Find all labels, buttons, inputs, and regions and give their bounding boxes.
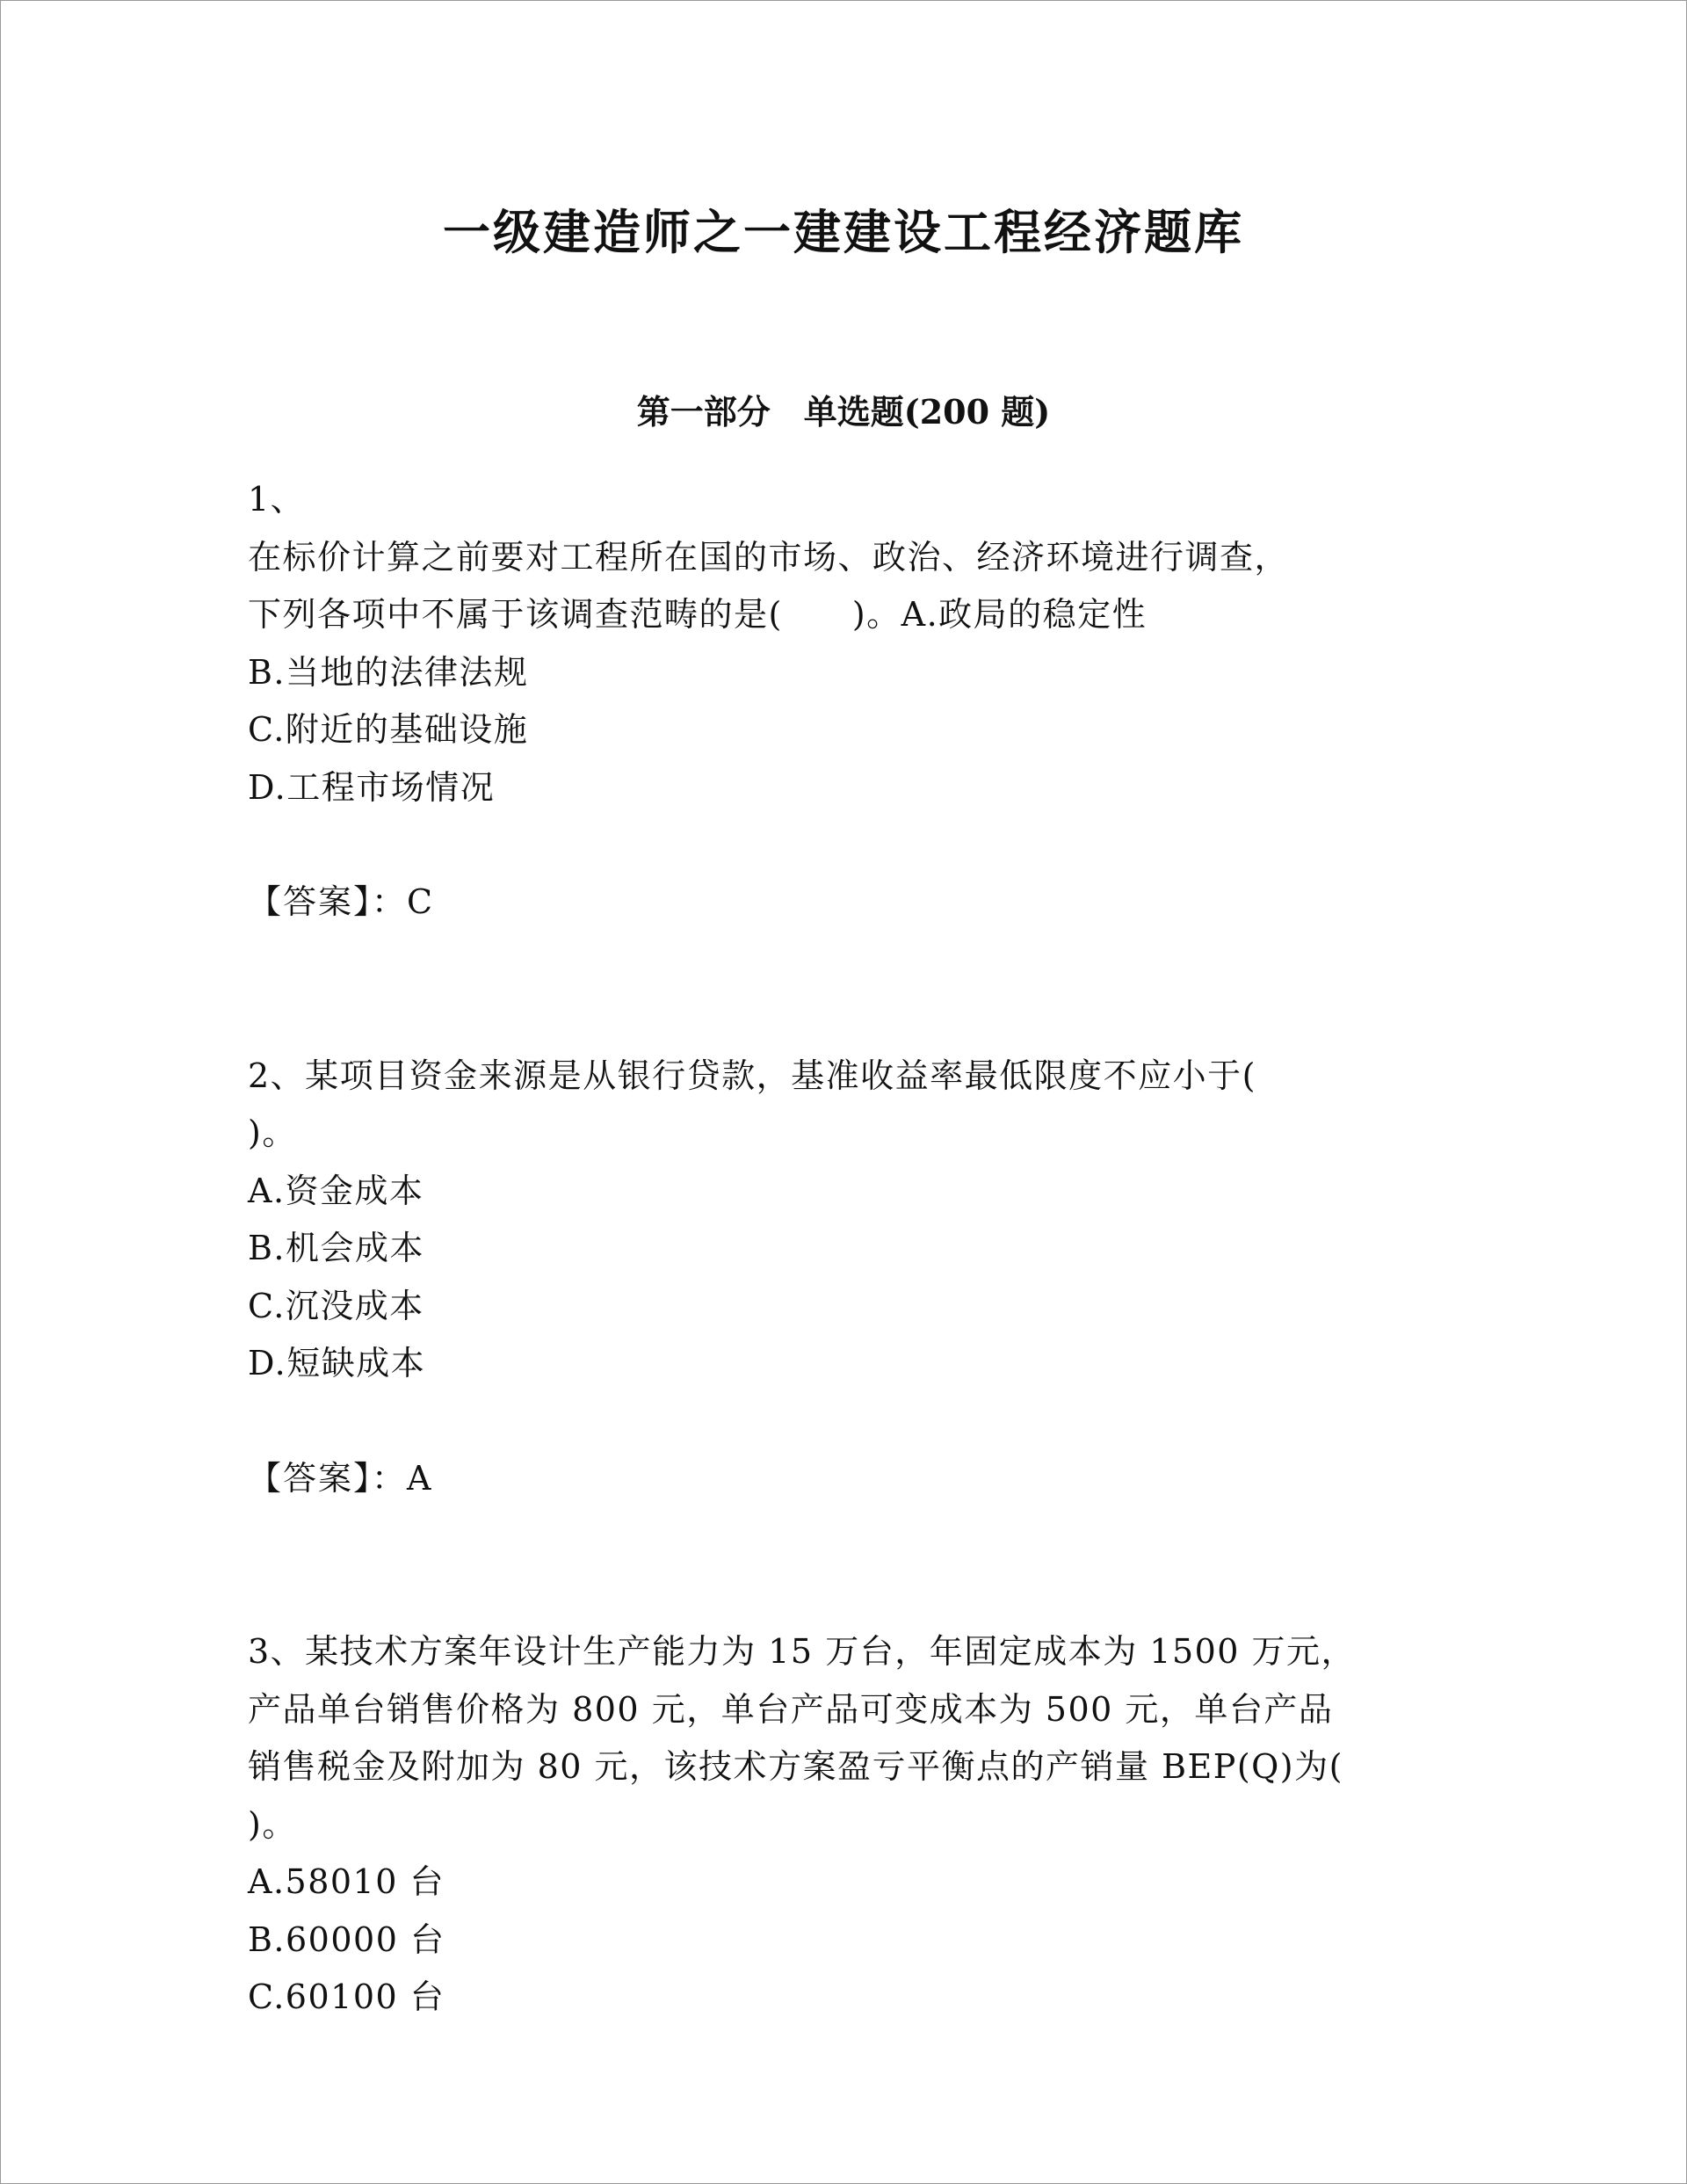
question-stem-line: 下列各项中不属于该调查范畴的是( )。A.政局的稳定性: [248, 595, 1148, 634]
question-stem-line: 销售税金及附加为 80 元，该技术方案盈亏平衡点的产销量 BEP(Q)为(: [248, 1747, 1343, 1786]
option-d: D.短缺成本: [248, 1344, 426, 1382]
option-b: B.当地的法律法规: [248, 652, 529, 692]
option-c: C.附近的基础设施: [248, 710, 529, 749]
question-stem-line: )。: [248, 1804, 297, 1844]
option-a: A.58010 台: [248, 1862, 445, 1901]
question-1: [248, 471, 1460, 932]
section-heading: 第一部分 单选题(200 题): [636, 392, 1051, 432]
question-stem-line: )。: [248, 1114, 297, 1152]
option-c: C.沉没成本: [248, 1286, 424, 1325]
answer-line: 【答案】：C: [248, 882, 435, 921]
question-stem-line: 产品单台销售价格为 800 元，单台产品可变成本为 500 元，单台产品: [248, 1689, 1334, 1729]
option-d: D.工程市场情况: [248, 767, 496, 807]
question-stem-line: 3、某技术方案年设计生产能力为 15 万台，年固定成本为 1500 万元，: [248, 1632, 1357, 1671]
question-stem-line: 2、某项目资金来源是从银行贷款，基准收益率最低限度不应小于(: [248, 1056, 1257, 1095]
question-number: 1、: [248, 480, 306, 519]
answer-line: 【答案】：A: [248, 1458, 433, 1498]
question-3: [248, 1623, 1460, 2027]
question-stem-line: 在标价计算之前要对工程所在国的市场、政治、经济环境进行调查，: [248, 537, 1290, 577]
question-list: [248, 471, 1460, 2027]
option-c: C.60100 台: [248, 1977, 445, 2016]
option-b: B.60000 台: [248, 1919, 445, 1959]
option-b: B.机会成本: [248, 1229, 425, 1267]
question-2: [248, 1048, 1460, 1508]
option-a: A.资金成本: [248, 1171, 424, 1210]
document-title: 一级建造师之一建建设工程经济题库: [443, 204, 1244, 260]
